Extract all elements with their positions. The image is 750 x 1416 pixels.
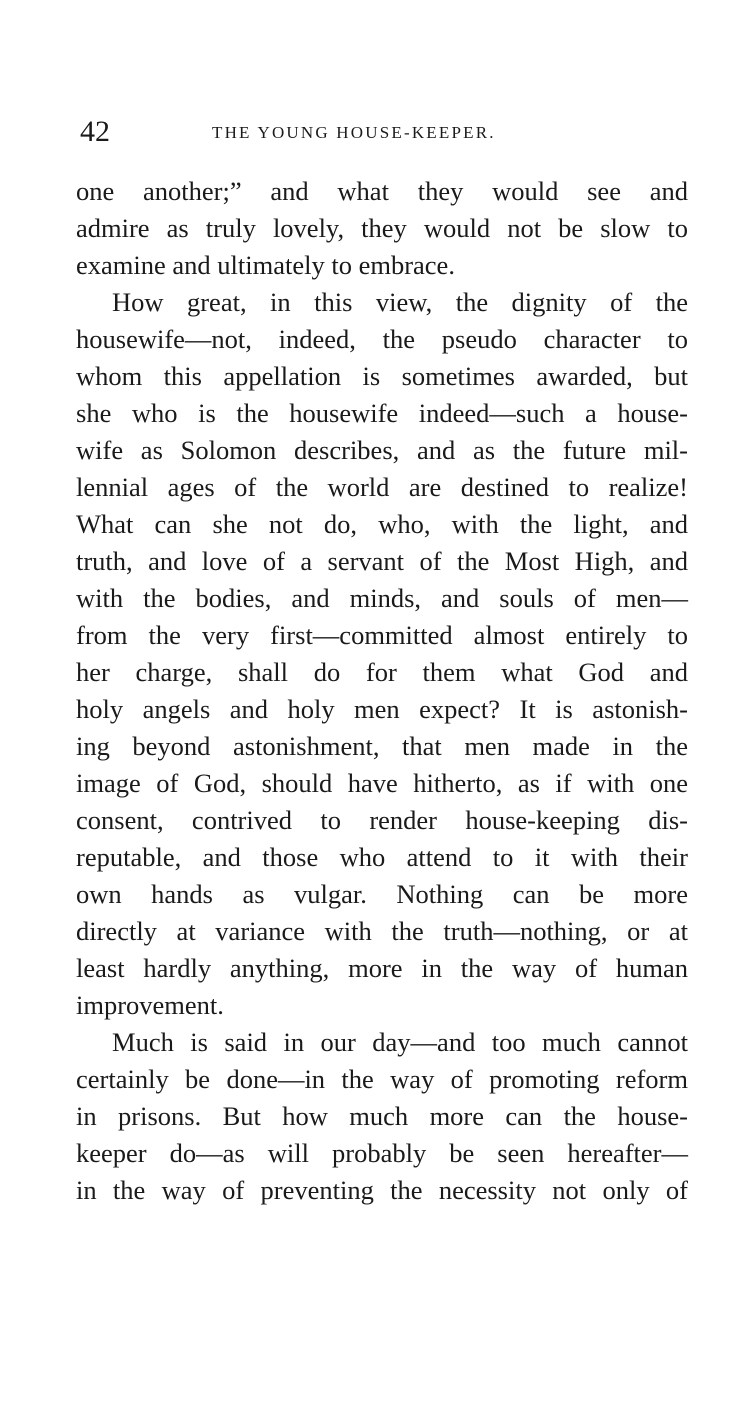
text-line: lennial ages of the world are destined to realize! <box>76 472 688 502</box>
text-line: holy angels and holy men expect? It is astonish- <box>76 694 688 724</box>
text-line: certainly be done—in the way of promoting reform <box>76 1064 688 1094</box>
text-line: wife as Solomon describes, and as the future mil- <box>76 435 688 465</box>
text-line: reputable, and those who attend to it with their <box>76 842 688 872</box>
text-line: How great, in this view, the dignity of the <box>112 287 688 317</box>
text-line: housewife—not, indeed, the pseudo character to <box>76 324 688 354</box>
body-text <box>76 173 688 1209</box>
text-line: What can she not do, who, with the light, and <box>76 509 688 539</box>
page-header <box>80 112 690 152</box>
text-line: she who is the housewife indeed—such a house- <box>76 398 688 428</box>
running-title: THE YOUNG HOUSE-KEEPER. <box>212 123 496 142</box>
text-line: least hardly anything, more in the way of human <box>76 953 688 983</box>
text-line: directly at variance with the truth—nothing, or at <box>76 916 688 946</box>
text-line: one another;” and what they would see and <box>76 176 688 206</box>
text-line: whom this appellation is sometimes awarded, but <box>76 361 688 391</box>
text-line: image of God, should have hitherto, as if with one <box>76 768 688 798</box>
text-line: from the very first—committed almost entirely to <box>76 620 688 650</box>
text-line: truth, and love of a servant of the Most High, and <box>76 546 688 576</box>
text-line: with the bodies, and minds, and souls of men— <box>76 583 688 613</box>
text-line: own hands as vulgar. Nothing can be more <box>76 879 688 909</box>
page-number: 42 <box>80 115 110 148</box>
text-line: ing beyond astonishment, that men made in the <box>76 731 688 761</box>
text-line: Much is said in our day—and too much cannot <box>112 1027 688 1057</box>
text-line: in the way of preventing the necessity not only of <box>76 1175 688 1205</box>
text-line: in prisons. But how much more can the house- <box>76 1101 688 1131</box>
text-line: admire as truly lovely, they would not be slow to <box>76 213 688 243</box>
text-line: consent, contrived to render house-keeping dis- <box>76 805 688 835</box>
text-line: improvement. <box>76 990 224 1020</box>
text-line: her charge, shall do for them what God and <box>76 657 688 687</box>
text-line: examine and ultimately to embrace. <box>76 250 455 280</box>
text-line: keeper do—as will probably be seen hereafter— <box>76 1138 688 1168</box>
